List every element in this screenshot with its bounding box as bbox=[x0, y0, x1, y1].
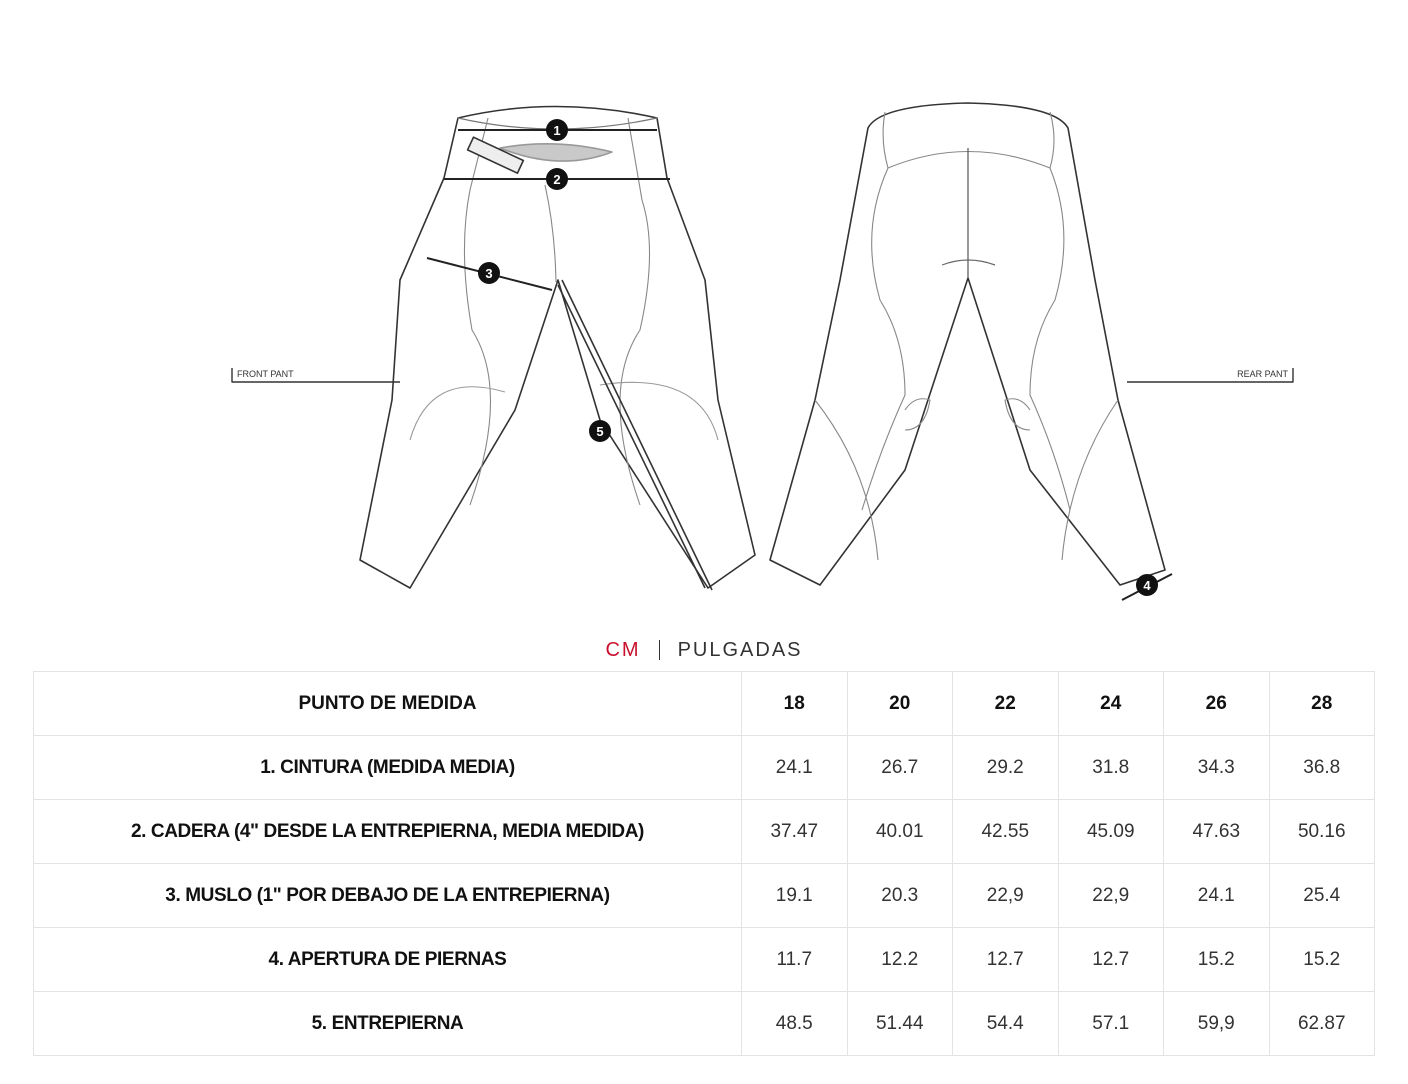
table-cell: 12.7 bbox=[953, 928, 1059, 992]
unit-separator bbox=[659, 640, 660, 660]
header-size-28: 28 bbox=[1269, 672, 1375, 736]
table-cell: 40.01 bbox=[847, 800, 953, 864]
marker-1 bbox=[546, 119, 568, 141]
header-measurement-point: PUNTO DE MEDIDA bbox=[34, 672, 742, 736]
row-label: 2. CADERA (4" DESDE LA ENTREPIERNA, MEDIA MEDIDA) bbox=[34, 800, 742, 864]
header-size-22: 22 bbox=[953, 672, 1059, 736]
svg-text:3: 3 bbox=[485, 266, 493, 281]
table-cell: 25.4 bbox=[1269, 864, 1375, 928]
table-cell: 20.3 bbox=[847, 864, 953, 928]
table-row bbox=[34, 800, 1375, 864]
header-size-20: 20 bbox=[847, 672, 953, 736]
table-row bbox=[34, 928, 1375, 992]
svg-text:2: 2 bbox=[553, 172, 561, 187]
row-label: 4. APERTURA DE PIERNAS bbox=[34, 928, 742, 992]
unit-toggle bbox=[0, 634, 1408, 666]
marker-2 bbox=[546, 168, 568, 190]
marker-3 bbox=[478, 262, 500, 284]
table-cell: 48.5 bbox=[742, 992, 848, 1056]
unit-inches-option[interactable]: PULGADAS bbox=[677, 638, 803, 661]
table-cell: 24.1 bbox=[1164, 864, 1270, 928]
row-label: 5. ENTREPIERNA bbox=[34, 992, 742, 1056]
table-cell: 37.47 bbox=[742, 800, 848, 864]
svg-text:1: 1 bbox=[553, 123, 561, 138]
table-cell: 57.1 bbox=[1058, 992, 1164, 1056]
table-cell: 31.8 bbox=[1058, 736, 1164, 800]
table-row bbox=[34, 992, 1375, 1056]
table-cell: 15.2 bbox=[1269, 928, 1375, 992]
header-size-26: 26 bbox=[1164, 672, 1270, 736]
table-cell: 50.16 bbox=[1269, 800, 1375, 864]
marker-5 bbox=[589, 420, 611, 442]
row-label: 1. CINTURA (MEDIDA MEDIA) bbox=[34, 736, 742, 800]
table-cell: 22,9 bbox=[953, 864, 1059, 928]
header-size-18: 18 bbox=[742, 672, 848, 736]
marker-4 bbox=[1136, 574, 1158, 596]
table-cell: 19.1 bbox=[742, 864, 848, 928]
table-cell: 29.2 bbox=[953, 736, 1059, 800]
size-chart-table bbox=[33, 671, 1375, 1056]
table-cell: 11.7 bbox=[742, 928, 848, 992]
table-cell: 22,9 bbox=[1058, 864, 1164, 928]
rear-pant-drawing bbox=[770, 103, 1172, 600]
table-cell: 51.44 bbox=[847, 992, 953, 1056]
table-cell: 26.7 bbox=[847, 736, 953, 800]
table-row bbox=[34, 736, 1375, 800]
table-cell: 62.87 bbox=[1269, 992, 1375, 1056]
table-cell: 15.2 bbox=[1164, 928, 1270, 992]
table-cell: 54.4 bbox=[953, 992, 1059, 1056]
table-cell: 59,9 bbox=[1164, 992, 1270, 1056]
table-cell: 12.2 bbox=[847, 928, 953, 992]
table-cell: 24.1 bbox=[742, 736, 848, 800]
table-cell: 36.8 bbox=[1269, 736, 1375, 800]
table-cell: 34.3 bbox=[1164, 736, 1270, 800]
front-pant-label: FRONT PANT bbox=[237, 369, 294, 379]
header-size-24: 24 bbox=[1058, 672, 1164, 736]
rear-pant-label: REAR PANT bbox=[1237, 369, 1288, 379]
table-cell: 12.7 bbox=[1058, 928, 1164, 992]
table-cell: 42.55 bbox=[953, 800, 1059, 864]
svg-text:5: 5 bbox=[596, 424, 604, 439]
table-header-row bbox=[34, 672, 1375, 736]
table-cell: 47.63 bbox=[1164, 800, 1270, 864]
svg-text:4: 4 bbox=[1143, 578, 1151, 593]
row-label: 3. MUSLO (1" POR DEBAJO DE LA ENTREPIERNA) bbox=[34, 864, 742, 928]
table-cell: 45.09 bbox=[1058, 800, 1164, 864]
table-row bbox=[34, 864, 1375, 928]
unit-cm-option[interactable]: CM bbox=[605, 638, 641, 661]
